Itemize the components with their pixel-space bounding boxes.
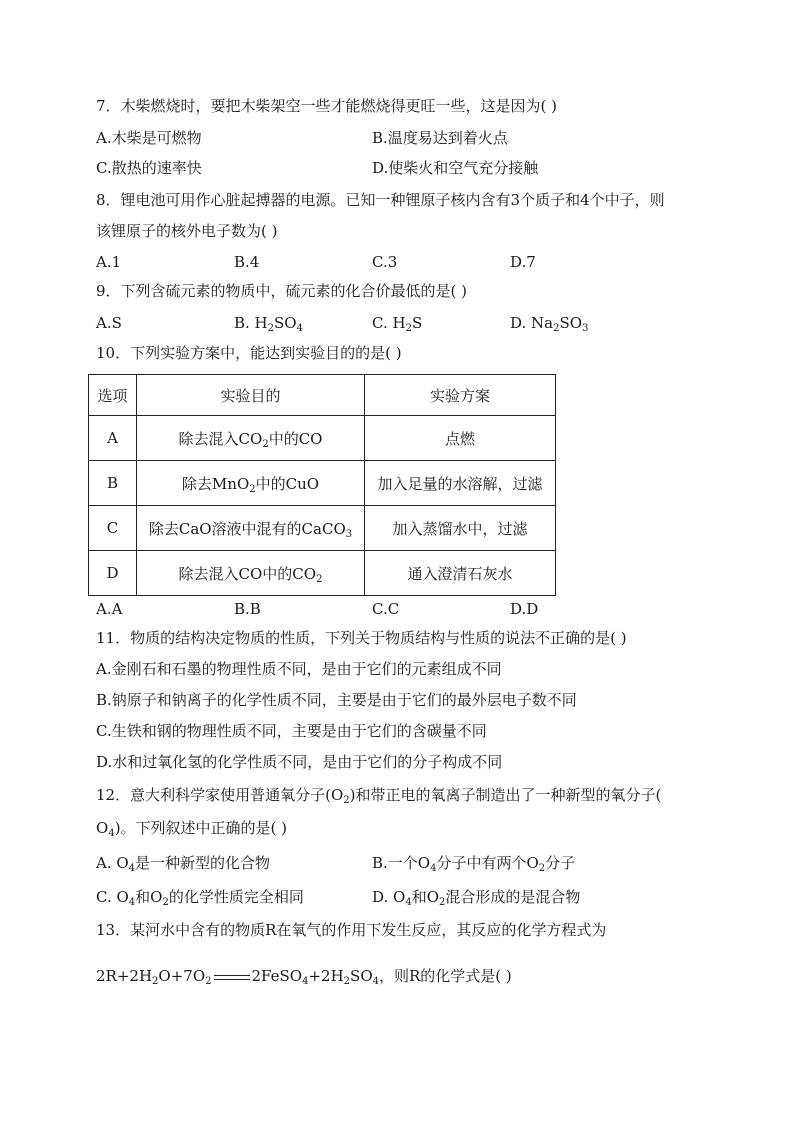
- row-plan: 点燃: [365, 416, 556, 461]
- q7-option-c: C.散热的速率快: [96, 159, 202, 177]
- q13-equation: $2R+2H_2O+7O_2$ $2FeSO_4+2H_2SO_4$，则R的化学式是( ): [96, 967, 512, 987]
- table-header-row: [89, 375, 556, 416]
- q8-option-d: D.7: [510, 253, 536, 271]
- row-goal: 除去混入CO中的$CO_2$: [137, 551, 365, 596]
- q10-option-c: C.C: [372, 600, 400, 618]
- q12-option-b: B.一个$O_4$分子中有两个$O_2$分子: [372, 854, 576, 874]
- row-goal: 除去CaO溶液中混有的CaCO$_3$: [137, 506, 365, 551]
- row-option: B: [89, 461, 137, 506]
- table-row: [89, 416, 556, 461]
- table-row: [89, 461, 556, 506]
- q10-table: [88, 374, 556, 596]
- q11-option-b: B.钠原子和钠离子的化学性质不同，主要是由于它们的最外层电子数不同: [96, 691, 577, 709]
- q12-option-d: D. $O_4$和$O_2$混合形成的是混合物: [372, 888, 581, 908]
- header-plan: 实验方案: [365, 375, 556, 416]
- q7-option-b: B.温度易达到着火点: [372, 129, 508, 147]
- q10-option-d: D.D: [510, 600, 539, 618]
- q7-option-a: A.木柴是可燃物: [96, 129, 202, 147]
- q8-option-a: A.1: [96, 253, 122, 271]
- q9-option-d: D. $Na_2SO_3$: [510, 314, 589, 334]
- row-goal: 除去混入$CO_2$中的CO: [137, 416, 365, 461]
- q11-option-c: C.生铁和钢的物理性质不同，主要是由于它们的含碳量不同: [96, 722, 487, 740]
- q10-stem: 10．下列实验方案中，能达到实验目的的是( ): [96, 344, 402, 362]
- row-plan: 加入蒸馏水中，过滤: [365, 506, 556, 551]
- q8-stem-line1: 8．锂电池可用作心脏起搏器的电源。已知一种锂原子核内含有3个质子和4个中子，则: [96, 191, 665, 209]
- q9-option-c: C. $H_2S$: [372, 314, 423, 334]
- q8-option-b: B.4: [234, 253, 260, 271]
- header-option: 选项: [89, 375, 137, 416]
- q7-option-d: D.使柴火和空气充分接触: [372, 159, 539, 177]
- row-option: A: [89, 416, 137, 461]
- row-option: D: [89, 551, 137, 596]
- table-row: [89, 506, 556, 551]
- q11-option-a: A.金刚石和石墨的物理性质不同，是由于它们的元素组成不同: [96, 660, 502, 678]
- row-option: C: [89, 506, 137, 551]
- row-plan: 加入足量的水溶解，过滤: [365, 461, 556, 506]
- row-plan: 通入澄清石灰水: [365, 551, 556, 596]
- q11-option-d: D.水和过氧化氢的化学性质不同，是由于它们的分子构成不同: [96, 753, 503, 771]
- header-goal: 实验目的: [137, 375, 365, 416]
- row-goal: 除去MnO$_2$中的CuO: [137, 461, 365, 506]
- q9-option-a: A.S: [96, 314, 122, 332]
- q8-stem-line2: 该锂原子的核外电子数为( ): [96, 222, 278, 240]
- q13-stem: 13．某河水中含有的物质R在氧气的作用下发生反应，其反应的化学方程式为: [96, 921, 607, 939]
- q12-stem-line1: 12．意大利科学家使用普通氧分子$(O_2)$和带正电的氧离子制造出了一种新型的氧分子(: [96, 786, 662, 806]
- q8-option-c: C.3: [372, 253, 398, 271]
- q11-stem: 11．物质的结构决定物质的性质，下列关于物质结构与性质的说法不正确的是( ): [96, 629, 627, 647]
- q12-option-a: A. $O_4$是一种新型的化合物: [96, 854, 271, 874]
- equals-sign-icon: [214, 975, 250, 980]
- q9-option-b: B. $H_2SO_4$: [234, 314, 303, 334]
- table-row: [89, 551, 556, 596]
- q10-option-a: A.A: [96, 600, 123, 618]
- q7-stem: 7．木柴燃烧时，要把木柴架空一些才能燃烧得更旺一些，这是因为( ): [96, 97, 558, 115]
- q9-stem: 9．下列含硫元素的物质中，硫元素的化合价最低的是( ): [96, 282, 468, 300]
- q12-stem-line2: $O_4$)。下列叙述中正确的是( ): [96, 819, 288, 839]
- q12-option-c: C. $O_4$和$O_2$的化学性质完全相同: [96, 888, 304, 908]
- q10-option-b: B.B: [234, 600, 261, 618]
